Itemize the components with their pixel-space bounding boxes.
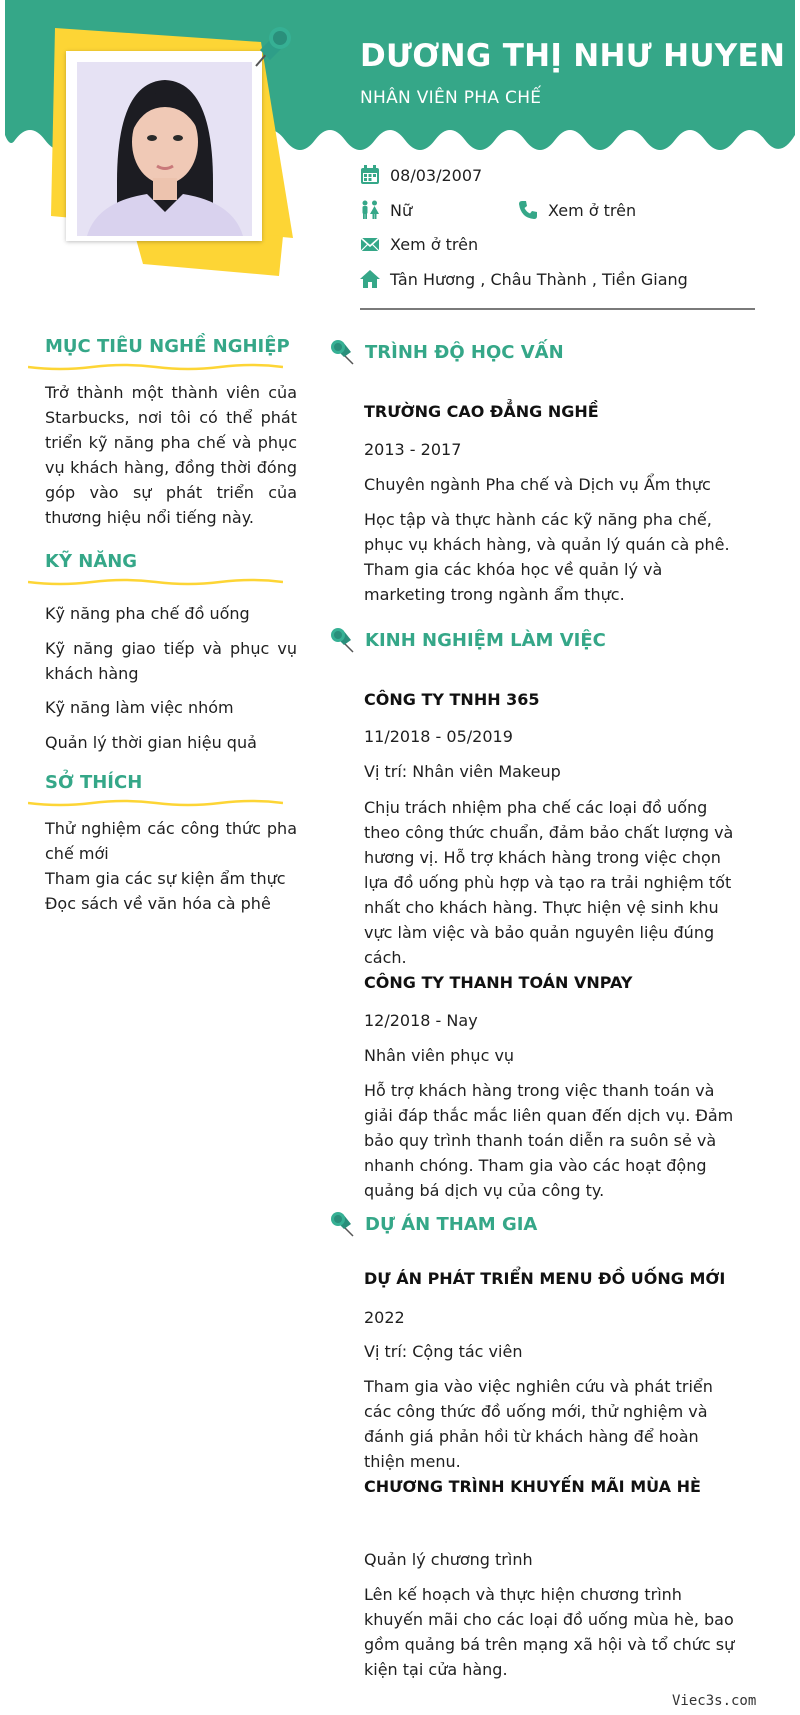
experience-section-header — [329, 626, 606, 654]
pushpin-icon — [329, 338, 357, 366]
skill-item: Quản lý thời gian hiệu quả — [45, 733, 257, 752]
gender-icon — [360, 200, 380, 220]
phone-icon — [518, 200, 538, 220]
experience-title: KINH NGHIỆM LÀM VIỆC — [365, 629, 606, 651]
job-period: 11/2018 - 05/2019 — [364, 727, 513, 746]
skill-item: Kỹ năng làm việc nhóm — [45, 698, 234, 717]
project-description: Tham gia vào việc nghiên cứu và phát triển các công thức đồ uống mới, thử nghiệm và đánh giá phản hồi từ khách hàng để hoàn thiện menu. — [364, 1377, 713, 1471]
email-value: Xem ở trên — [390, 234, 479, 254]
objective-text: Trở thành một thành viên của Starbucks, nơi tôi có thể phát triển kỹ năng pha chế và phục vụ khách hàng, đồng thời đóng góp vào sự phát triển của thương hiệu nổi tiếng này. — [45, 383, 297, 527]
email-icon — [360, 234, 380, 254]
job-description: Chịu trách nhiệm pha chế các loại đồ uống theo công thức chuẩn, đảm bảo chất lượng và hương vị. Hỗ trợ khách hàng trong việc chọn lựa đồ uống phù hợp và tạo ra trải nghiệm tốt nhất cho khách hàng. Thực hiện vệ sinh khu vực làm việc và bảo quản nguyên liệu đúng cách. — [364, 798, 734, 967]
project-description: Lên kế hoạch và thực hiện chương trình khuyến mãi cho các loại đồ uống mùa hè, bao gồm quảng bá trên mạng xã hội và tổ chức sự kiện tại cửa hàng. — [364, 1585, 735, 1679]
objective-underline — [28, 362, 283, 372]
job-company: CÔNG TY THANH TOÁN VNPAY — [364, 973, 633, 992]
objective-title: MỤC TIÊU NGHỀ NGHIỆP — [45, 336, 290, 357]
job-description: Hỗ trợ khách hàng trong việc thanh toán và giải đáp thắc mắc liên quan đến dịch vụ. Đảm bảo quy trình thanh toán diễn ra suôn sẻ và nhanh chóng. Tham gia vào các hoạt động quảng bá dịch vụ của công ty. — [364, 1081, 734, 1200]
contact-phone — [518, 200, 636, 220]
hobby-item: Thử nghiệm các công thức pha chế mới — [45, 819, 297, 863]
project-name: DỰ ÁN PHÁT TRIỂN MENU ĐỒ UỐNG MỚI — [364, 1269, 726, 1288]
contact-gender — [360, 200, 412, 220]
skill-item: Kỹ năng giao tiếp và phục vụ khách hàng — [45, 639, 297, 683]
hobby-item: Tham gia các sự kiện ẩm thực — [45, 869, 286, 888]
footer-watermark[interactable]: Viec3s.com — [672, 1693, 757, 1709]
education-school: TRƯỜNG CAO ĐẲNG NGHỀ — [364, 402, 599, 421]
birthday-value: 08/03/2007 — [390, 165, 483, 185]
education-period: 2013 - 2017 — [364, 440, 462, 459]
contact-address — [360, 269, 688, 289]
project-role: Quản lý chương trình — [364, 1550, 533, 1569]
hobbies-underline — [28, 798, 283, 808]
candidate-name: DƯƠNG THỊ NHƯ HUYEN — [360, 38, 786, 74]
project-name: CHƯƠNG TRÌNH KHUYẾN MÃI MÙA HÈ — [364, 1477, 701, 1496]
skill-item: Kỹ năng pha chế đồ uống — [45, 604, 250, 623]
skills-title: KỸ NĂNG — [45, 551, 138, 572]
pushpin-icon — [329, 1210, 357, 1238]
education-description: Học tập và thực hành các kỹ năng pha chế, phục vụ khách hàng, và quản lý quán cà phê. Tham gia các khóa học về quản lý và marketing trong ngành ẩm thực. — [364, 510, 730, 604]
pushpin-icon — [329, 626, 357, 654]
calendar-icon — [360, 165, 380, 185]
contact-email — [360, 234, 478, 254]
project-role: Vị trí: Cộng tác viên — [364, 1342, 523, 1361]
project-period: 2022 — [364, 1308, 405, 1327]
phone-value: Xem ở trên — [548, 200, 637, 220]
education-major: Chuyên ngành Pha chế và Dịch vụ Ẩm thực — [364, 475, 711, 494]
hobby-item: Đọc sách về văn hóa cà phê — [45, 894, 271, 913]
home-icon — [360, 269, 380, 289]
projects-section-header — [329, 1210, 537, 1238]
address-value: Tân Hương , Châu Thành , Tiền Giang — [390, 269, 688, 289]
job-period: 12/2018 - Nay — [364, 1011, 478, 1030]
job-title: NHÂN VIÊN PHA CHẾ — [360, 88, 542, 108]
projects-title: DỰ ÁN THAM GIA — [365, 1213, 538, 1235]
job-position: Nhân viên phục vụ — [364, 1046, 515, 1065]
hobbies-title: SỞ THÍCH — [45, 772, 143, 793]
job-position: Vị trí: Nhân viên Makeup — [364, 762, 561, 781]
education-section-header — [329, 338, 564, 366]
gender-value: Nữ — [390, 200, 413, 220]
pushpin-icon — [246, 22, 296, 72]
job-company: CÔNG TY TNHH 365 — [364, 690, 540, 709]
education-title: TRÌNH ĐỘ HỌC VẤN — [365, 341, 564, 363]
profile-photo — [77, 62, 252, 236]
contact-divider — [360, 308, 755, 310]
skills-underline — [28, 577, 283, 587]
contact-birthday — [360, 165, 482, 185]
